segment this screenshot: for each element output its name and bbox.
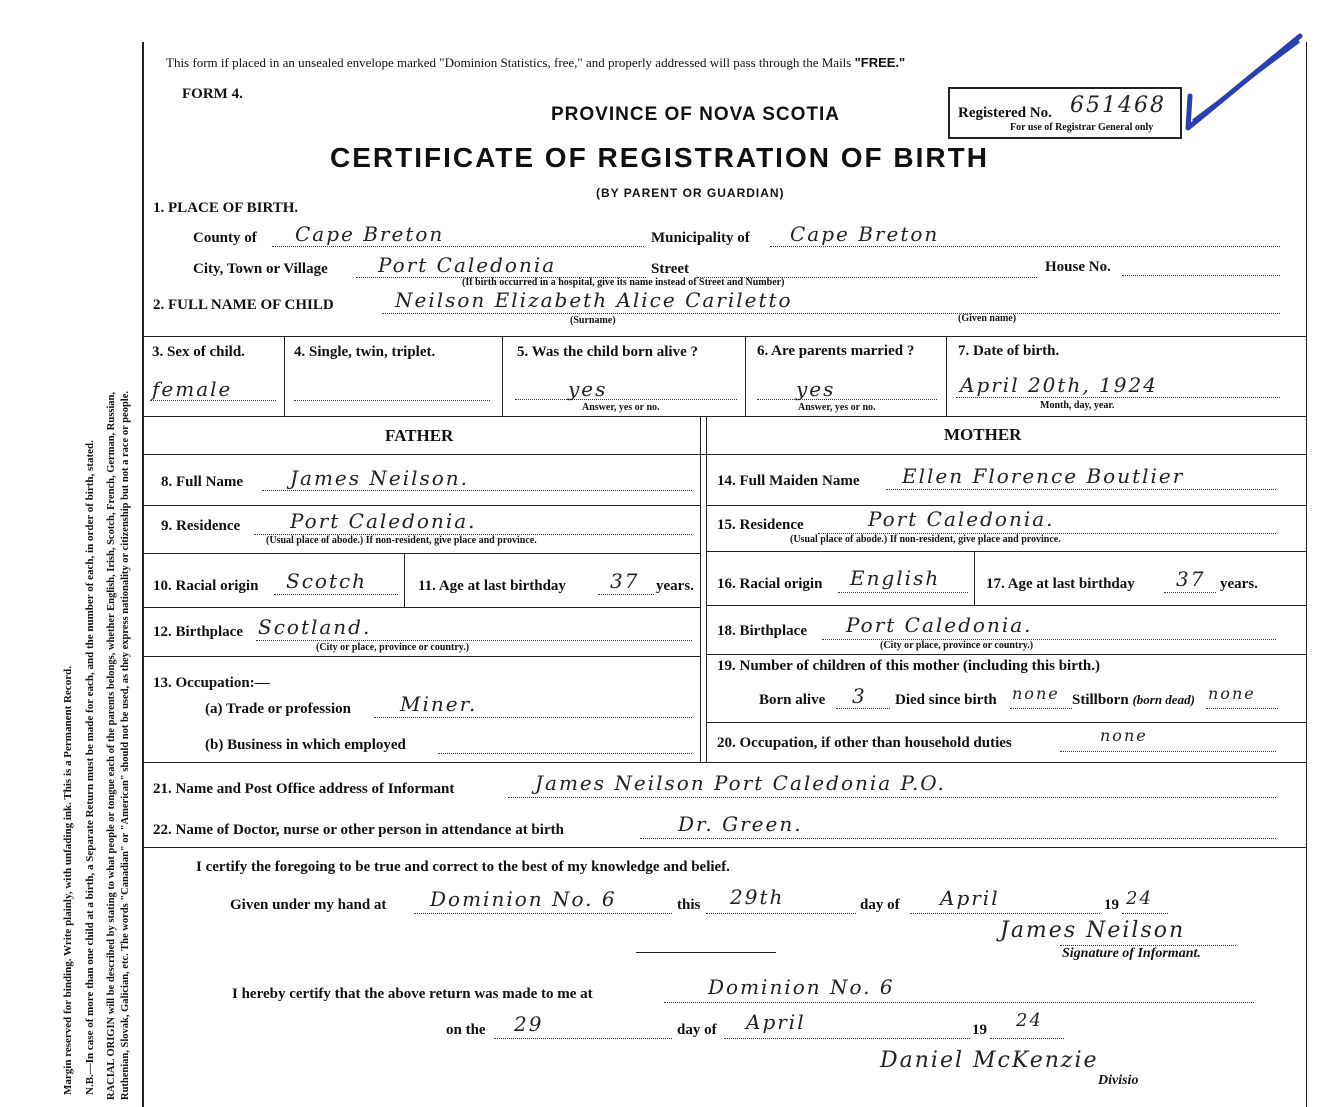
born-alive-count-line [836,708,890,709]
given-day-line [706,913,856,914]
informant-line [508,797,1276,798]
parents-divider-right [706,416,707,762]
mother-name-value: Ellen Florence Boutlier [902,464,1185,488]
given-year-value: 24 [1126,888,1153,909]
father-racial-value: Scotch [286,569,368,593]
mother-name-line [886,489,1276,490]
informant-label: 21. Name and Post Office address of Informant [153,781,455,797]
parents-married-line [757,399,937,400]
given-place-value: Dominion No. 6 [430,887,617,911]
father-birthplace-line [256,640,692,641]
mother-racial-line [838,592,968,593]
given-year-prefix: 19 [1104,897,1119,913]
born-alive-note: Answer, yes or no. [582,402,660,413]
father-business-label: (b) Business in which employed [205,737,406,753]
mother-occupation-value: none [1100,726,1148,745]
given-month-value: April [940,886,1000,910]
form-number: FORM 4. [182,86,243,102]
registrar-day-of-label: day of [677,1022,717,1038]
mother-divider-5 [706,722,1306,723]
registrar-day-value: 29 [514,1012,544,1036]
mother-age-value: 37 [1176,567,1206,591]
father-birthplace-note: (City or place, province or country.) [316,642,470,653]
parents-married-note: Answer, yes or no. [798,402,876,413]
father-heading: FATHER [385,426,454,445]
child-name-line [382,313,1280,314]
signature-of-informant-label: Signature of Informant. [1062,946,1201,961]
parents-married-label: 6. Are parents married ? [757,343,915,359]
city-value: Port Caledonia [378,253,557,277]
died-label: Died since birth [895,692,997,708]
father-birthplace-value: Scotland. [258,615,372,639]
municipality-line [770,246,1280,247]
parents-divider-left [700,416,701,762]
row-divider-informant [142,762,1306,763]
mother-divider-1 [706,505,1306,506]
registrar-place-line [664,1002,1254,1003]
doctor-label: 22. Name of Doctor, nurse or other person in attendance at birth [153,822,564,838]
born-alive-value: yes [568,377,608,401]
given-year-line [1122,913,1168,914]
father-racial-divider [404,553,405,607]
mother-divider-3 [706,605,1306,606]
parents-married-value: yes [796,377,836,401]
checkmark-icon [1150,28,1310,138]
father-divider-2 [142,553,700,554]
informant-signature: James Neilson [1000,918,1186,943]
certificate-title: CERTIFICATE OF REGISTRATION OF BIRTH [330,142,989,173]
house-label: House No. [1045,259,1111,275]
registrar-year-line [990,1038,1064,1039]
doctor-line [640,838,1276,839]
certification-statement: I certify the foregoing to be true and correct to the best of my knowledge and belief. [196,859,730,875]
mother-racial-label: 16. Racial origin [717,576,823,592]
multiple-birth-line [294,400,490,401]
born-alive-label: 5. Was the child born alive ? [517,344,698,360]
registrar-note: For use of Registrar General only [1010,122,1154,133]
father-residence-label: 9. Residence [161,518,241,534]
father-name-label: 8. Full Name [161,474,244,490]
col-divider-2 [502,336,503,416]
day-of-label: day of [860,897,900,913]
margin-note-multiple-births: N.B.—In case of more than one child at a birth, a Separate Return must be made for each, and the number of each, in order of birth, stated. [84,440,96,1095]
died-line [1010,708,1072,709]
mother-age-unit: years. [1220,576,1258,592]
margin-note-binding: Margin reserved for binding. Write plainly, with unfading ink. This is a Permanent Record. [62,666,74,1095]
mother-residence-value: Port Caledonia. [868,507,1055,531]
mother-residence-note: (Usual place of abode.) If non-resident, give place and province. [790,534,1061,545]
row-divider-top [142,336,1306,337]
street-label: Street [651,261,690,277]
registered-label: Registered No. [958,105,1052,121]
father-business-line [438,753,692,754]
municipality-label: Municipality of [651,230,750,246]
mother-birthplace-note: (City or place, province or country.) [880,640,1034,651]
father-trade-label: (a) Trade or profession [205,701,351,717]
father-birthplace-label: 12. Birthplace [153,624,243,640]
mother-racial-value: English [850,566,941,590]
margin-note-racial-origin-2: Ruthenian, Slovak, Galician, etc. The words "Canadian" or "American" should not be used, as they express nationality or citizenship but not a race or people. [120,391,131,1100]
hospital-note: (If birth occurred in a hospital, give its name instead of Street and Number) [462,277,785,288]
this-label: this [677,897,701,913]
registrar-year-prefix: 19 [972,1022,987,1038]
municipality-value: Cape Breton [790,222,940,246]
mother-name-label: 14. Full Maiden Name [717,473,860,489]
sex-value: female [152,377,233,401]
registered-value: 651468 [1070,93,1166,118]
mother-residence-label: 15. Residence [717,517,804,533]
col-divider-4 [946,336,947,416]
father-divider-4 [142,656,700,657]
dob-label: 7. Date of birth. [958,343,1060,359]
col-divider-1 [284,336,285,416]
row-divider-certification [142,847,1306,848]
registrar-signature: Daniel McKenzie [880,1048,1099,1073]
registrar-year-value: 24 [1016,1010,1043,1031]
child-name-label: 2. FULL NAME OF CHILD [153,297,334,313]
registrar-month-line [724,1038,970,1039]
dob-value: April 20th, 1924 [960,373,1158,397]
mother-heading: MOTHER [944,425,1022,444]
col-divider-3 [745,336,746,416]
born-alive-line [515,399,737,400]
registrar-place-value: Dominion No. 6 [708,975,895,999]
registrar-month-value: April [746,1010,806,1034]
row-divider-parents [142,416,1306,417]
father-racial-line [274,594,398,595]
given-place-line [414,913,672,914]
father-trade-line [374,717,692,718]
on-the-label: on the [446,1022,486,1038]
mother-occupation-line [1060,751,1276,752]
father-residence-value: Port Caledonia. [290,509,477,533]
father-age-value: 37 [610,569,640,593]
mother-occupation-label: 20. Occupation, if other than household duties [717,735,1012,751]
mother-divider-4 [706,654,1306,655]
mother-divider-2 [706,551,1306,552]
county-label: County of [193,230,257,246]
mother-age-label: 17. Age at last birthday [986,576,1135,592]
given-month-line [910,913,1100,914]
separator-rule [636,952,776,953]
mother-birthplace-label: 18. Birthplace [717,623,807,639]
mail-notice: This form if placed in an unsealed envelope marked "Dominion Statistics, free," and properly addressed will pass through the Mails "FREE." [166,55,906,70]
father-divider-3 [142,607,700,608]
row-divider-headings [142,454,1306,455]
province-heading: PROVINCE OF NOVA SCOTIA [551,104,841,125]
mother-racial-divider [974,551,975,605]
margin-note-racial-origin: RACIAL ORIGIN will be described by stating to what people or tongue each of the parents belongs, whether English, Irish, Scotch, French, German, Russian, [106,391,117,1100]
father-residence-note: (Usual place of abode.) If non-resident, give place and province. [266,535,537,546]
registered-box [948,87,1182,139]
county-line [272,246,644,247]
dob-line [956,397,1280,398]
division-label: Divisio [1098,1073,1139,1088]
given-name-note: (Given name) [958,313,1017,324]
city-label: City, Town or Village [193,261,328,277]
doctor-value: Dr. Green. [678,812,803,836]
surname-note: (Surname) [570,315,616,326]
stillborn-line [1206,708,1278,709]
stillborn-label: Stillborn (born dead) [1072,692,1195,708]
right-border [1306,42,1307,1107]
registrar-day-line [494,1038,672,1039]
given-under-label: Given under my hand at [230,897,387,913]
registrar-statement: I hereby certify that the above return was made to me at [232,986,593,1002]
place-heading: 1. PLACE OF BIRTH. [153,200,299,216]
left-border [142,42,144,1107]
died-value: none [1012,684,1060,703]
stillborn-value: none [1208,684,1256,703]
given-day-value: 29th [730,885,785,909]
born-alive-count-value: 3 [852,684,867,708]
father-age-unit: years. [656,578,694,594]
certificate-subtitle: (BY PARENT OR GUARDIAN) [596,186,785,200]
stillborn-note: (born dead) [1132,692,1195,707]
father-name-line [262,490,692,491]
father-occupation-label: 13. Occupation:— [153,675,270,691]
mother-age-line [1164,592,1216,593]
sex-label: 3. Sex of child. [152,344,245,360]
father-age-label: 11. Age at last birthday [418,578,566,594]
mother-children-label: 19. Number of children of this mother (including this birth.) [717,658,1100,674]
dob-note: Month, day, year. [1040,400,1115,411]
father-racial-label: 10. Racial origin [153,578,259,594]
father-trade-value: Miner. [400,692,478,716]
born-alive-count-label: Born alive [759,692,826,708]
child-name-value: Neilson Elizabeth Alice Cariletto [395,288,793,312]
multiple-birth-label: 4. Single, twin, triplet. [294,344,436,360]
mother-birthplace-value: Port Caledonia. [846,613,1033,637]
county-value: Cape Breton [295,222,445,246]
father-age-line [598,594,654,595]
house-line [1122,275,1280,276]
father-name-value: James Neilson. [290,466,470,490]
father-divider-1 [142,505,700,506]
informant-value: James Neilson Port Caledonia P.O. [535,771,946,795]
